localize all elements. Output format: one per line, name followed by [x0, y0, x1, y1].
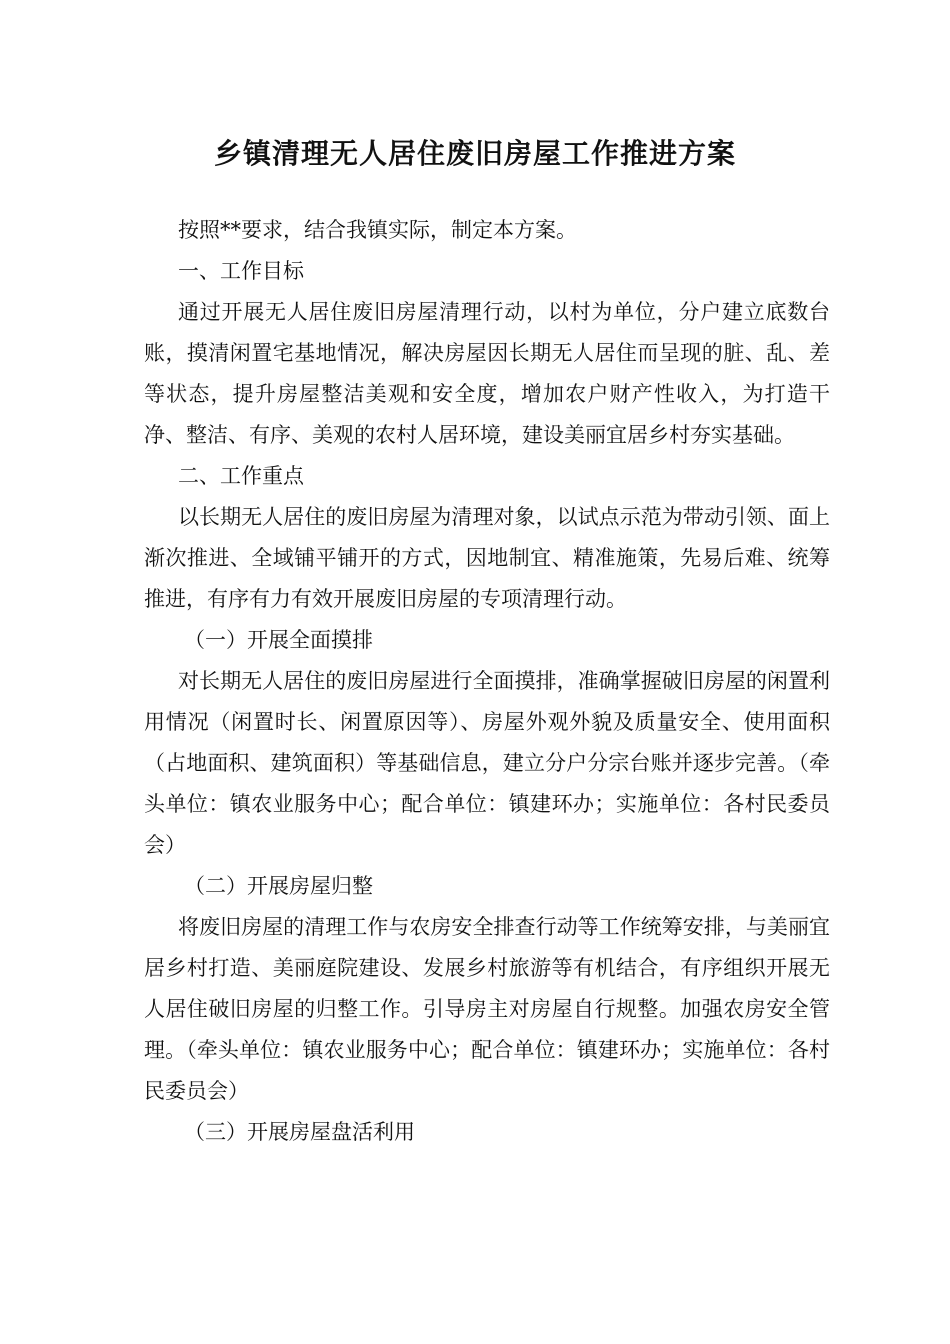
subheading-survey: （一）开展全面摸排 — [184, 628, 373, 652]
document-body — [144, 210, 830, 1153]
survey-paragraph: 对长期无人居住的废旧房屋进行全面摸排，准确掌握破旧房屋的闲置利用情况（闲置时长、闲置原因等）、房屋外观外貌及质量安全、使用面积（占地面积、建筑面积）等基础信息，建立分户分宗台账并逐步完善。（牵头单位：镇农业服务中心；配合单位：镇建环办；实施单位：各村民委员会） — [144, 669, 830, 857]
rectify-paragraph: 将废旧房屋的清理工作与农房安全排查行动等工作统筹安排，与美丽宜居乡村打造、美丽庭院建设、发展乡村旅游等有机结合，有序组织开展无人居住破旧房屋的归整工作。引导房主对房屋自行规整。加强农房安全管理。（牵头单位：镇农业服务中心；配合单位：镇建环办；实施单位：各村民委员会） — [144, 915, 830, 1103]
document-title: 乡镇清理无人居住废旧房屋工作推进方案 — [213, 137, 736, 170]
goals-paragraph: 通过开展无人居住废旧房屋清理行动，以村为单位，分户建立底数台账，摸清闲置宅基地情况，解决房屋因长期无人居住而呈现的脏、乱、差等状态，提升房屋整洁美观和安全度，增加农户财产性收入，为打造干净、整洁、有序、美观的农村人居环境，建设美丽宜居乡村夯实基础。 — [144, 300, 830, 447]
subheading-reuse: （三）开展房屋盘活利用 — [184, 1120, 415, 1144]
focus-paragraph: 以长期无人居住的废旧房屋为清理对象，以试点示范为带动引领、面上渐次推进、全域铺平铺开的方式，因地制宜、精准施策，先易后难、统筹推进，有序有力有效开展废旧房屋的专项清理行动。 — [144, 505, 830, 611]
section-heading-goals: 一、工作目标 — [178, 259, 304, 283]
section-heading-focus: 二、工作重点 — [178, 464, 304, 488]
intro-paragraph: 按照**要求，结合我镇实际，制定本方案。 — [178, 218, 577, 242]
subheading-rectify: （二）开展房屋归整 — [184, 874, 373, 898]
